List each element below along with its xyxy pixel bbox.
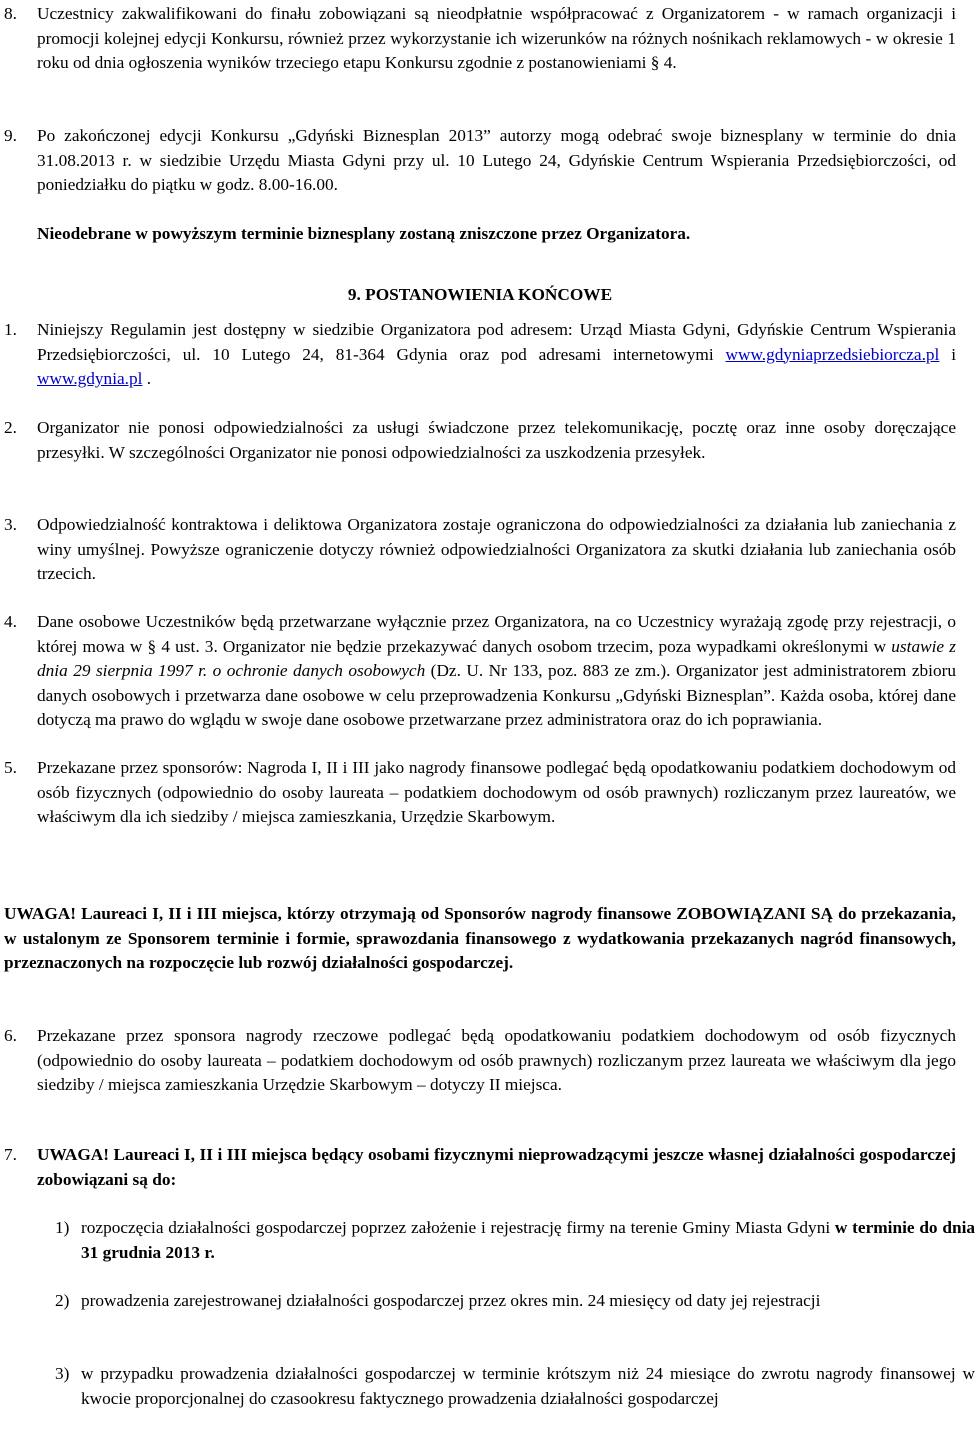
paragraph-text: Przekazane przez sponsorów: Nagroda I, II i III jako nagrody finansowe podlegać będą opodatkowaniu podatkiem dochodowym od osób fizycznych (odpowiednio do osoby laureata – podatkiem dochodowym od osób prawnych) rozliczanym przez laureatów, we właściwym dla ich siedziby / miejsca zamieszkania, Urzędzie Skarbowym. <box>37 758 956 826</box>
paragraph-number: 4. <box>4 612 17 631</box>
paragraph-8 <box>4 2 956 76</box>
obligation-3 <box>55 1362 975 1411</box>
paragraph-text: UWAGA! Laureaci I, II i III miejsca będący osobami fizycznymi nieprowadzącymi jeszcze własnej działalności gospodarczej zobowiązani są do: <box>37 1145 956 1189</box>
paragraph-number: 5. <box>4 758 17 777</box>
paragraph-number: 1. <box>4 320 17 339</box>
obligation-text: prowadzenia zarejestrowanej działalności gospodarczej przez okres min. 24 miesięcy od daty jej rejestracji <box>81 1291 821 1310</box>
paragraph-9 <box>4 124 956 198</box>
obligation-number: 2) <box>55 1291 70 1310</box>
paragraph-text: Dane osobowe Uczestników będą przetwarzane wyłącznie przez Organizatora, na co Uczestnicy wyrażają zgodę przy rejestracji, o której mowa w § 4 ust. 3. Organizator nie będzie przekazywać danych osobom trzecim, poza wypadkami określonymi w ustawie z dnia 29 sierpnia 1997 r. o ochronie danych osobowych (Dz. U. Nr 133, poz. 883 ze zm.). Organizator jest administratorem zbioru danych osobowych i przetwarza dane osobowe w celu przeprowadzenia Konkursu „Gdyński Biznesplan”. Każda osoba, której dane dotyczą ma prawo do wglądu w swoje dane osobowe przetwarzane przez administratora oraz do ich poprawiania. <box>37 612 956 729</box>
paragraph-number: 8. <box>4 4 17 23</box>
final-item-4 <box>4 610 956 733</box>
bold-note: Nieodebrane w powyższym terminie biznesplany zostaną zniszczone przez Organizatora. <box>37 224 691 243</box>
warning-block: UWAGA! Laureaci I, II i III miejsca, którzy otrzymają od Sponsorów nagrody finansowe ZOBOWIĄZANI SĄ do przekazania, w ustalonym ze Sponsorem terminie i formie, sprawozdania finansowego z wydatkowania przekazanych nagród finansowych, przeznaczonych na rozpoczęcie lub rozwój działalności gospodarczej. <box>4 904 956 972</box>
paragraph-text: Przekazane przez sponsora nagrody rzeczowe podlegać będą opodatkowaniu podatkiem dochodowym od osób fizycznych (odpowiednio do osoby laureata – podatkiem dochodowym od osób prawnych) rozliczanym przez laureata we właściwym dla jego siedziby / miejsca zamieszkania Urzędzie Skarbowym – dotyczy II miejsca. <box>37 1026 956 1094</box>
website-link[interactable]: www.gdynia.pl <box>37 369 143 388</box>
paragraph-text: Uczestnicy zakwalifikowani do finału zobowiązani są nieodpłatnie współpracować z Organizatorem - w ramach organizacji i promocji kolejnej edycji Konkursu, również przez wykorzystanie ich wizerunków na różnych nośnikach reklamowych - w okresie 1 roku od dnia ogłoszenia wyników trzeciego etapu Konkursu zgodnie z postanowieniami § 4. <box>37 4 956 72</box>
paragraph-number: 9. <box>4 126 17 145</box>
obligation-number: 1) <box>55 1218 70 1237</box>
final-item-3 <box>4 513 956 587</box>
paragraph-number: 3. <box>4 515 17 534</box>
obligation-2 <box>55 1289 975 1314</box>
obligation-1 <box>55 1216 975 1265</box>
final-item-1 <box>4 318 956 392</box>
obligation-text: w przypadku prowadzenia działalności gospodarczej w terminie krótszym niż 24 miesiące do zwrotu nagrody finansowej w kwocie proporcjonalnej do czasookresu faktycznego prowadzenia działalności gospodarczej <box>81 1364 975 1408</box>
paragraph-text: Po zakończonej edycji Konkursu „Gdyński Biznesplan 2013” autorzy mogą odebrać swoje biznesplany w terminie do dnia 31.08.2013 r. w siedzibie Urzędu Miasta Gdyni przy ul. 10 Lutego 24, Gdyńskie Centrum Wspierania Przedsiębiorczości, od poniedziałku do piątku w godz. 8.00-16.00. <box>37 126 956 194</box>
final-item-7 <box>4 1143 956 1192</box>
obligation-number: 3) <box>55 1364 70 1383</box>
paragraph-text: Niniejszy Regulamin jest dostępny w siedzibie Organizatora pod adresem: Urząd Miasta Gdyni, Gdyńskie Centrum Wspierania Przedsiębiorczości, ul. 10 Lutego 24, 81-364 Gdynia oraz pod adresami internetowymi www.gdyniaprzedsiebiorcza.pl i www.gdynia.pl . <box>37 320 956 388</box>
obligation-text: rozpoczęcia działalności gospodarczej poprzez założenie i rejestrację firmy na terenie Gminy Miasta Gdyni w terminie do dnia 31 grudnia 2013 r. <box>81 1218 975 1262</box>
section-heading: 9. POSTANOWIENIA KOŃCOWE <box>347 285 613 304</box>
paragraph-number: 7. <box>4 1145 17 1164</box>
website-link[interactable]: www.gdyniaprzedsiebiorcza.pl <box>725 344 940 364</box>
warning-lead: UWAGA! <box>4 904 77 923</box>
final-item-2 <box>4 416 956 465</box>
final-item-6 <box>4 1024 956 1098</box>
paragraph-text: Odpowiedzialność kontraktowa i deliktowa Organizatora zostaje ograniczona do odpowiedzialności za działania lub zaniechania z winy umyślnej. Powyższe ograniczenie dotyczy również odpowiedzialności Organizatora za skutki działania lub zaniechania osób trzecich. <box>37 515 956 583</box>
paragraph-text: Organizator nie ponosi odpowiedzialności za usługi świadczone przez telekomunikację, pocztę oraz inne osoby doręczające przesyłki. W szczególności Organizator nie ponosi odpowiedzialności za uszkodzenia przesyłek. <box>37 418 956 462</box>
paragraph-number: 6. <box>4 1026 17 1045</box>
final-item-5 <box>4 756 956 830</box>
paragraph-number: 2. <box>4 418 17 437</box>
